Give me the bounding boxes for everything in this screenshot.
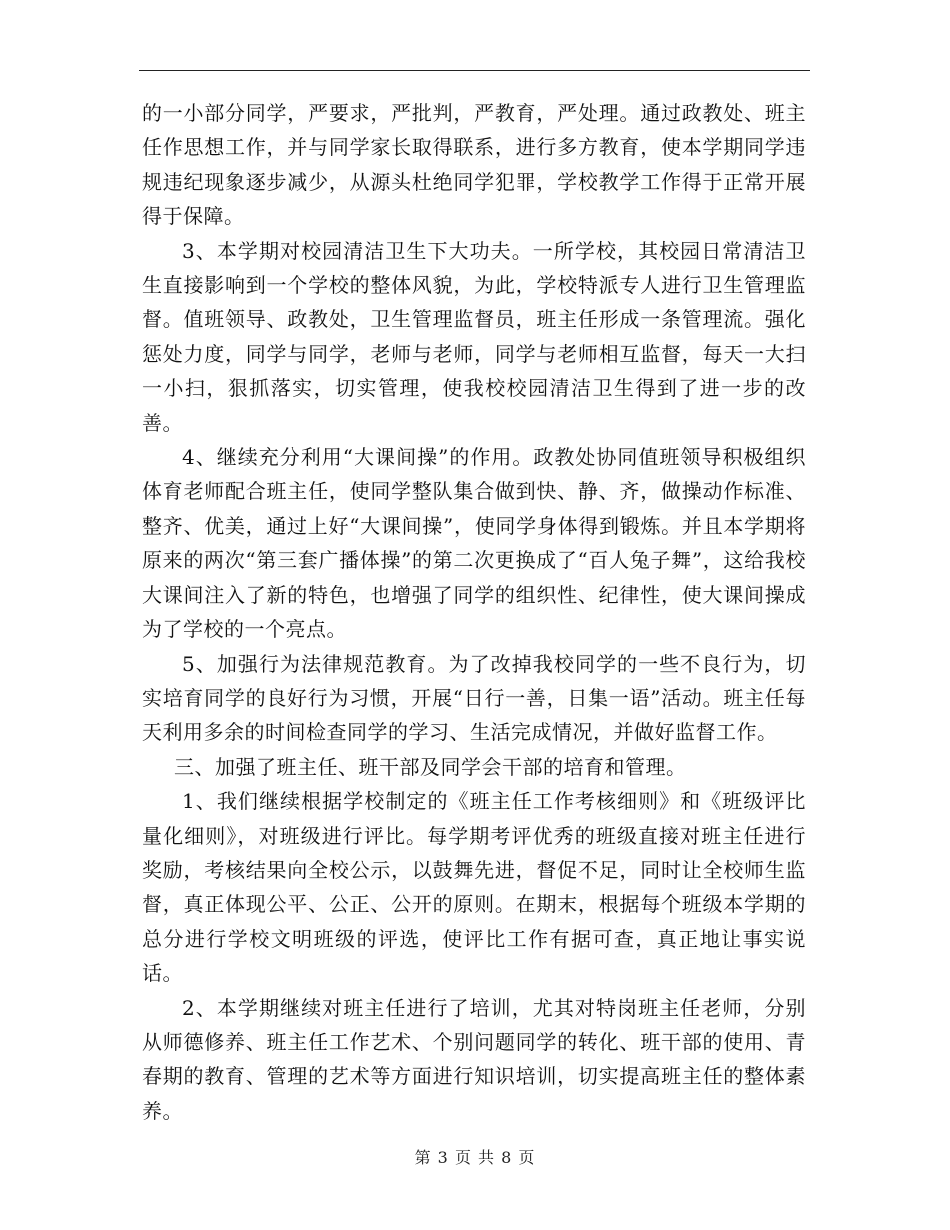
paragraph-item-4: 4、继续充分利用“大课间操”的作用。政教处协同值班领导积极组织体育老师配合班主任，使同学整队集合做到快、静、齐，做操动作标准、整齐、优美，通过上好“大课间操”，使同学身体得到锻炼。并且本学期将原来的两次“第三套广播体操”的第二次更换成了“百人兔子舞”，这给我校大课间注入了新的特色，也增强了同学的组织性、纪律性，使大课间操成为了学校的一个亮点。: [142, 445, 806, 642]
header-rule: [139, 70, 810, 71]
page-number-footer: 第 3 页 共 8 页: [414, 1148, 536, 1167]
paragraph-item-1: 1、我们继续根据学校制定的《班主任工作考核细则》和《班级评比量化细则》，对班级进行评比。每学期考评优秀的班级直接对班主任进行奖励，考核结果向全校公示，以鼓舞先进，督促不足，同时让全校师生监督，真正体现公平、公正、公开的原则。在期末，根据每个班级本学期的总分进行学校文明班级的评选，使评比工作有据可查，真正地让事实说话。: [142, 789, 806, 986]
paragraph-item-2: 2、本学期继续对班主任进行了培训，尤其对特岗班主任老师，分别从师德修养、班主任工作艺术、个别问题同学的转化、班干部的使用、青春期的教育、管理的艺术等方面进行知识培训，切实提高班主任的整体素养。: [142, 995, 806, 1123]
paragraph-continuation: 的一小部分同学，严要求，严批判，严教育，严处理。通过政教处、班主任作思想工作，并与同学家长取得联系，进行多方教育，使本学期同学违规违纪现象逐步减少，从源头杜绝同学犯罪，学校教学工作得于正常开展得于保障。: [142, 101, 806, 229]
paragraph-item-5: 5、加强行为法律规范教育。为了改掉我校同学的一些不良行为，切实培育同学的良好行为习惯，开展“日行一善，日集一语”活动。班主任每天利用多余的时间检查同学的学习、生活完成情况，并做好监督工作。: [142, 651, 806, 745]
section-heading-3: 三、加强了班主任、班干部及同学会干部的培育和管理。: [174, 754, 687, 779]
body-text: [142, 96, 806, 1128]
paragraph-item-3: 3、本学期对校园清洁卫生下大功夫。一所学校，其校园日常清洁卫生直接影响到一个学校的整体风貌，为此，学校特派专人进行卫生管理监督。值班领导、政教处，卫生管理监督员，班主任形成一条管理流。强化惩处力度，同学与同学，老师与老师，同学与老师相互监督，每天一大扫一小扫，狠抓落实，切实管理，使我校校园清洁卫生得到了进一步的改善。: [142, 238, 806, 435]
